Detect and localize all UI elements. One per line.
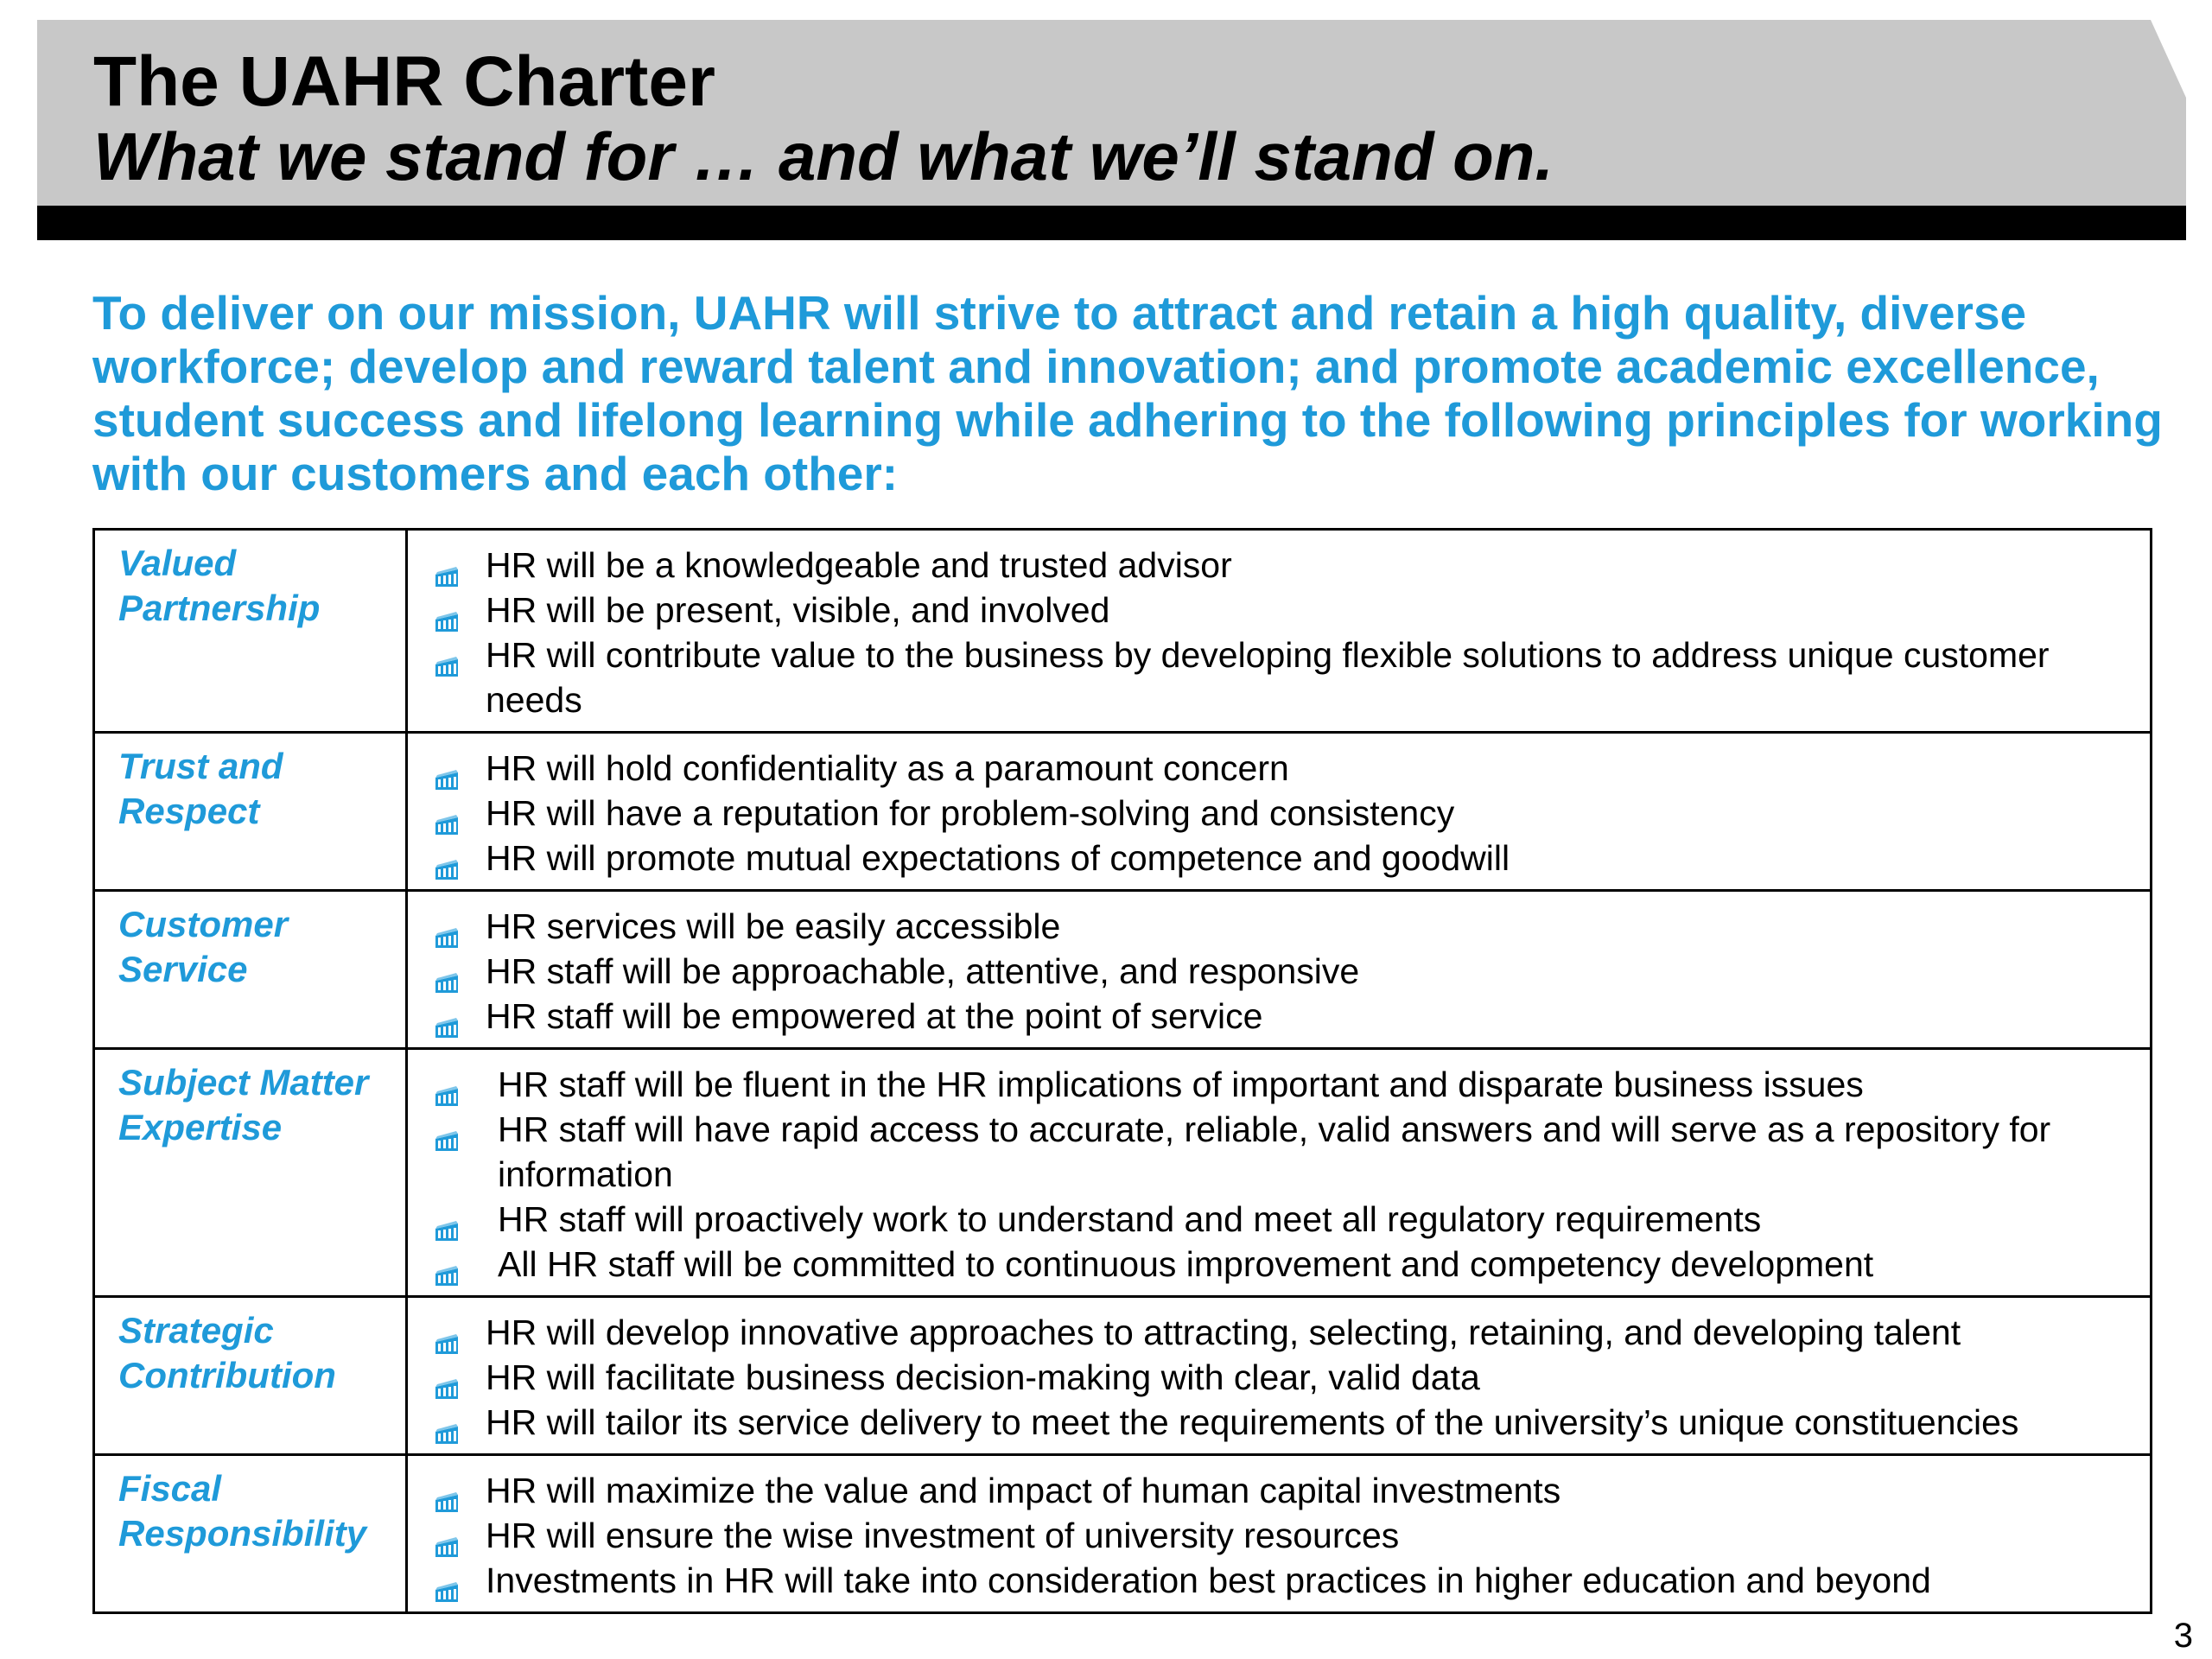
principle-row xyxy=(94,530,2152,733)
principle-row xyxy=(94,891,2152,1049)
principle-items-cell xyxy=(407,891,2152,1049)
principle-name: Subject Matter Expertise xyxy=(118,1062,369,1147)
principle-name-cell xyxy=(94,891,407,1049)
page-subtitle: What we stand for … and what we’ll stand on. xyxy=(93,118,1554,194)
principle-items-cell xyxy=(407,733,2152,891)
principles-table-body xyxy=(94,530,2152,1613)
box-bullet-icon xyxy=(434,1118,460,1141)
list-item-text: HR will develop innovative approaches to attracting, selecting, retaining, and developing talent xyxy=(486,1313,1961,1352)
principle-row xyxy=(94,1455,2152,1613)
principle-name: Customer Service xyxy=(118,904,289,989)
list-item-text: HR staff will have rapid access to accurate, reliable, valid answers and will serve as a repository for information xyxy=(498,1109,2051,1194)
list-item xyxy=(408,632,2133,722)
principle-items-cell xyxy=(407,1455,2152,1613)
list-item-text: HR staff will be fluent in the HR implications of important and disparate business issues xyxy=(498,1065,1864,1104)
list-item-text: HR staff will be empowered at the point of service xyxy=(486,996,1263,1036)
box-bullet-icon xyxy=(434,1366,460,1389)
principle-name-cell xyxy=(94,1455,407,1613)
box-bullet-icon xyxy=(434,960,460,982)
list-item xyxy=(408,1062,2133,1107)
box-bullet-icon xyxy=(434,599,460,621)
list-item xyxy=(408,1197,2133,1242)
list-item-text: HR will facilitate business decision-making with clear, valid data xyxy=(486,1357,1480,1397)
principle-name: Strategic Contribution xyxy=(118,1310,336,1395)
principle-name-cell xyxy=(94,530,407,733)
list-item xyxy=(408,543,2133,588)
list-item-text: HR staff will proactively work to understand and meet all regulatory requirements xyxy=(498,1199,1762,1239)
list-item-text: HR will be present, visible, and involved xyxy=(486,590,1110,630)
principle-items xyxy=(408,1310,2133,1445)
list-item-text: HR will maximize the value and impact of human capital investments xyxy=(486,1471,1561,1510)
box-bullet-icon xyxy=(434,1073,460,1096)
box-bullet-icon xyxy=(434,1253,460,1275)
list-item-text: HR will tailor its service delivery to meet the requirements of the university’s unique constituencies xyxy=(486,1402,2019,1442)
principles-table xyxy=(92,528,2152,1614)
list-item xyxy=(408,1400,2133,1445)
list-item-text: HR will be a knowledgeable and trusted advisor xyxy=(486,545,1232,585)
title-rule xyxy=(37,206,2186,240)
box-bullet-icon xyxy=(434,802,460,824)
list-item xyxy=(408,836,2133,880)
principle-row xyxy=(94,1049,2152,1297)
list-item-text: All HR staff will be committed to continuous improvement and competency development xyxy=(498,1244,1874,1284)
mission-statement: To deliver on our mission, UAHR will strive to attract and retain a high quality, diverse workforce; develop and reward talent and innovation; and promote academic excellence, student success and lifelong learning while adhering to the following principles for working with our customers and each other: xyxy=(92,286,2163,500)
box-bullet-icon xyxy=(434,847,460,869)
box-bullet-icon xyxy=(434,1479,460,1502)
list-item xyxy=(408,1558,2133,1603)
list-item xyxy=(408,588,2133,632)
list-item xyxy=(408,904,2133,949)
list-item xyxy=(408,949,2133,994)
list-item xyxy=(408,1310,2133,1355)
list-item-text: HR will ensure the wise investment of university resources xyxy=(486,1516,1400,1555)
principle-items-cell xyxy=(407,1049,2152,1297)
box-bullet-icon xyxy=(434,1569,460,1592)
box-bullet-icon xyxy=(434,1321,460,1344)
list-item-text: HR will have a reputation for problem-solving and consistency xyxy=(486,793,1455,833)
list-item xyxy=(408,1107,2133,1197)
list-item xyxy=(408,746,2133,791)
principle-name-cell xyxy=(94,1297,407,1455)
list-item xyxy=(408,1468,2133,1513)
principle-items-cell xyxy=(407,1297,2152,1455)
principle-name: Trust and Respect xyxy=(118,746,283,831)
box-bullet-icon xyxy=(434,1005,460,1027)
principle-items xyxy=(408,746,2133,880)
page-title: The UAHR Charter xyxy=(93,42,715,121)
list-item xyxy=(408,1355,2133,1400)
principle-row xyxy=(94,733,2152,891)
principle-items xyxy=(408,1468,2133,1603)
box-bullet-icon xyxy=(434,915,460,938)
principle-name-cell xyxy=(94,1049,407,1297)
box-bullet-icon xyxy=(434,1524,460,1547)
box-bullet-icon xyxy=(434,757,460,779)
list-item xyxy=(408,791,2133,836)
principle-items xyxy=(408,1062,2133,1287)
list-item-text: HR will contribute value to the business by developing flexible solutions to address unique customer needs xyxy=(486,635,2050,720)
principle-row xyxy=(94,1297,2152,1455)
principle-name: Valued Partnership xyxy=(118,543,321,628)
box-bullet-icon xyxy=(434,1411,460,1433)
list-item xyxy=(408,1242,2133,1287)
principle-name: Fiscal Responsibility xyxy=(118,1468,367,1554)
principle-items xyxy=(408,904,2133,1039)
principle-name-cell xyxy=(94,733,407,891)
list-item xyxy=(408,994,2133,1039)
box-bullet-icon xyxy=(434,554,460,576)
list-item-text: HR will hold confidentiality as a paramount concern xyxy=(486,748,1289,788)
list-item-text: Investments in HR will take into consideration best practices in higher education and beyond xyxy=(486,1560,1931,1600)
principle-items xyxy=(408,543,2133,722)
list-item-text: HR staff will be approachable, attentive, and responsive xyxy=(486,951,1360,991)
page-number: 3 xyxy=(2173,1617,2193,1655)
list-item-text: HR services will be easily accessible xyxy=(486,906,1061,946)
list-item-text: HR will promote mutual expectations of competence and goodwill xyxy=(486,838,1510,878)
box-bullet-icon xyxy=(434,1208,460,1230)
list-item xyxy=(408,1513,2133,1558)
principle-items-cell xyxy=(407,530,2152,733)
box-bullet-icon xyxy=(434,644,460,666)
